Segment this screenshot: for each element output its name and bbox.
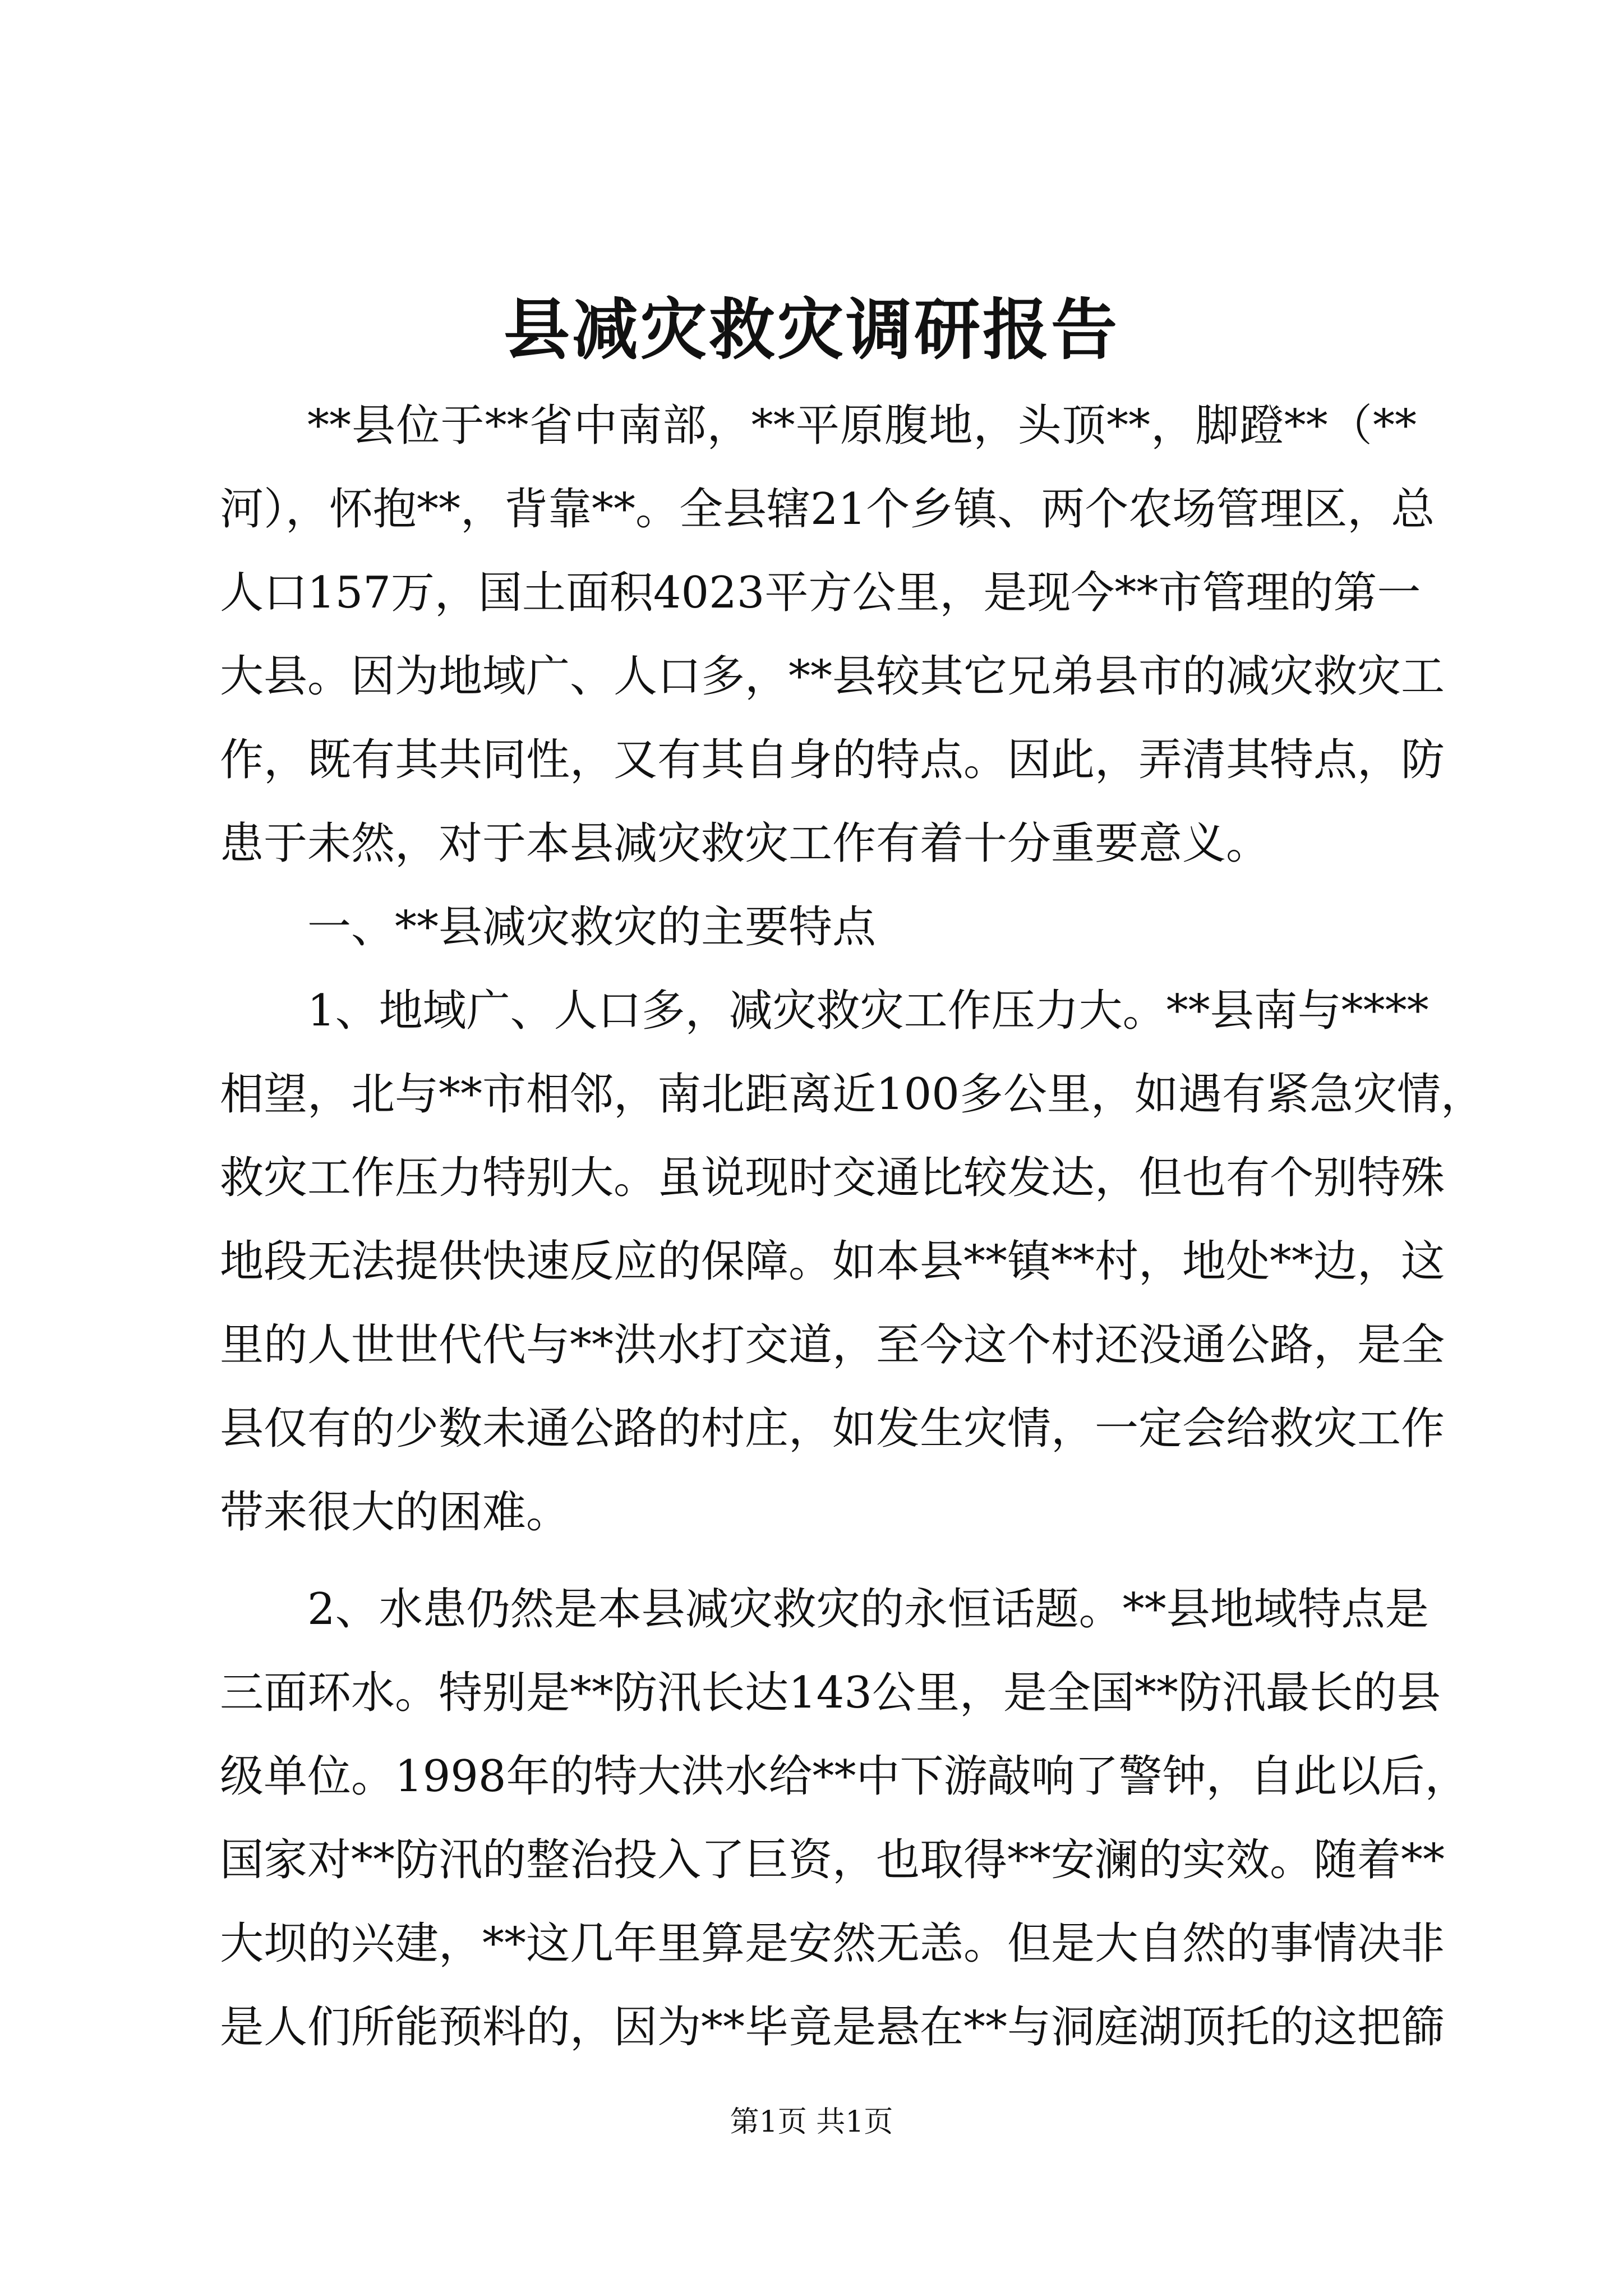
text-line: 带来很大的困难。 xyxy=(220,1487,570,1538)
text-line: 1、地域广、人口多，减灾救灾工作压力大。**县南与**** xyxy=(307,986,1429,1036)
text-line: 河），怀抱**，背靠**。全县辖21个乡镇、两个农场管理区，总 xyxy=(220,484,1435,535)
text-line: 患于未然，对于本县减灾救灾工作有着十分重要意义。 xyxy=(220,818,1270,869)
text-line: 大坝的兴建，**这几年里算是安然无恙。但是大自然的事情决非 xyxy=(220,1918,1445,1969)
text-line: 三面环水。特别是**防汛长达143公里，是全国**防汛最长的县 xyxy=(220,1668,1441,1718)
text-line: 人口157万，国土面积4023平方公里，是现今**市管理的第一 xyxy=(220,568,1421,618)
paragraph-point-1 xyxy=(220,969,1484,1554)
page-footer: 第1页 共1页 xyxy=(730,2105,893,2139)
text-line: 里的人世世代代与**洪水打交道，至今这个村还没通公路，是全 xyxy=(220,1320,1445,1370)
text-line: 救灾工作压力特别大。虽说现时交通比较发达，但也有个别特殊 xyxy=(220,1153,1445,1203)
text-line: 国家对**防汛的整治投入了巨资，也取得**安澜的实效。随着** xyxy=(220,1835,1445,1885)
document-title: 县减灾救灾调研报告 xyxy=(503,291,1119,369)
text-line: **县位于**省中南部，**平原腹地，头顶**，脚蹬**（** xyxy=(307,401,1417,451)
text-line: 级单位。1998年的特大洪水给**中下游敲响了警钟，自此以后， xyxy=(220,1751,1469,1802)
text-line: 作，既有其共同性，又有其自身的特点。因此，弄清其特点，防 xyxy=(220,735,1445,785)
text-line: 相望，北与**市相邻，南北距离近100多公里，如遇有紧急灾情， xyxy=(220,1069,1484,1120)
text-line: 大县。因为地域广、人口多，**县较其它兄弟县市的减灾救灾工 xyxy=(220,651,1445,702)
text-line: 是人们所能预料的，因为**毕竟是悬在**与洞庭湖顶托的这把篩 xyxy=(220,2002,1445,2053)
section-heading: 一、**县减灾救灾的主要特点 xyxy=(307,902,877,953)
paragraph-point-2 xyxy=(220,1568,1469,2069)
text-line: 2、水患仍然是本县减灾救灾的永恒话题。**县地域特点是 xyxy=(307,1584,1429,1635)
paragraph-spacer xyxy=(220,1554,1417,1568)
document-body xyxy=(220,384,1484,2069)
text-line: 县仅有的少数未通公路的村庄，如发生灾情，一定会给救灾工作 xyxy=(220,1404,1445,1454)
paragraph-intro xyxy=(220,384,1445,886)
text-line: 地段无法提供快速反应的保障。如本县**镇**村，地处**边，这 xyxy=(220,1236,1445,1287)
